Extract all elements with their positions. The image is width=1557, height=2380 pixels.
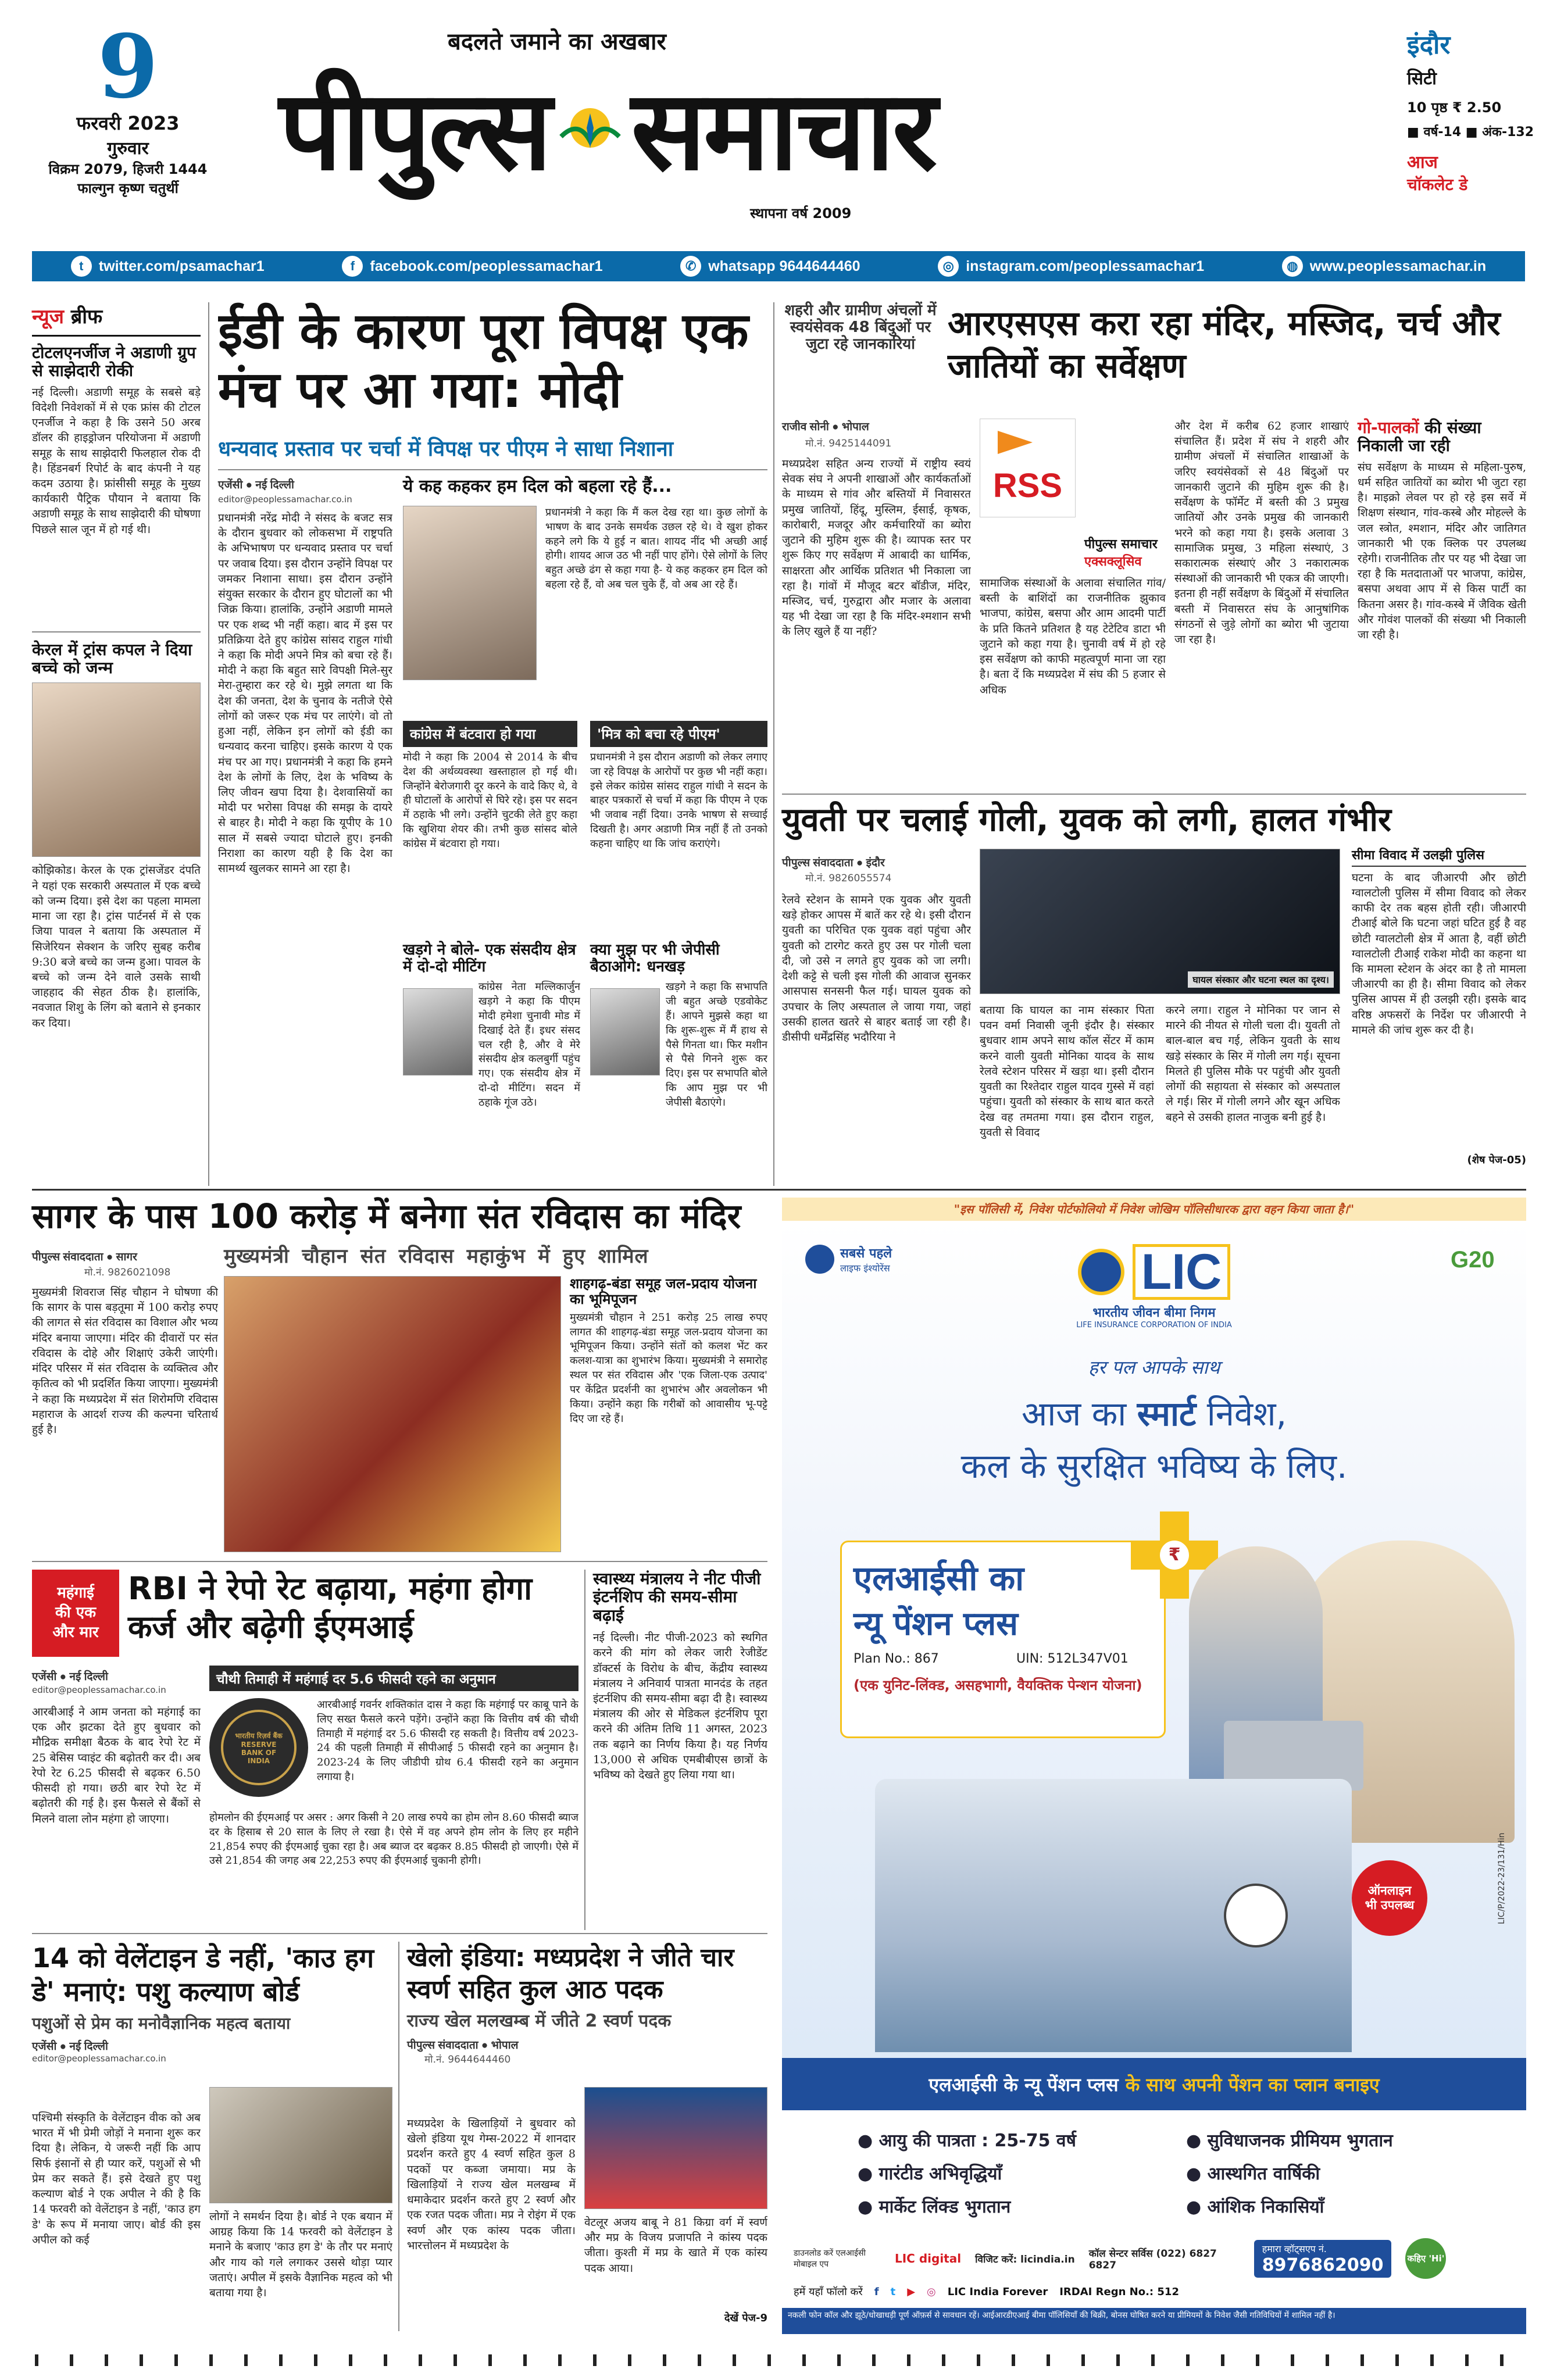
- box4-title: क्या मुझ पर भी जेपीसी बैठाओगे: धनखड़: [590, 941, 720, 976]
- sagar-body: मुख्यमंत्री शिवराज सिंह चौहान ने घोषणा की कि सागर के पास बड़तूमा में 100 करोड़ रुपए की लागत से संत रविदास का विशाल और भव्य मंदिर बनाया जाएगा। मंदिर की दीवारों पर संत रविदास के दोहे और शिक्षाएं उकेरी जाएंगी। मंदिर परिसर में संत रविदास के व्यक्तित्व और कृतित्व को भी प्रदर्शित किया जाएगा। मुख्यमंत्री ने कहा कि मध्यप्रदेश में संत शिरोमणि रविदास महाराज के आदर्श राज्य की कल्पना चरितार्थ हुई है।: [32, 1286, 218, 1436]
- rss-kicker: शहरी और ग्रामीण अंचलों में स्वयंसेवक 48 बिंदुओं पर जुटा रहे जानकारियां: [784, 302, 937, 353]
- brief-item1-title: टोटलएनर्जीज ने अडाणी ग्रुप से साझेदारी रोकी: [32, 343, 196, 381]
- sagar-subhead: मुख्यमंत्री चौहान संत रविदास महाकुंभ में हुए शामिल: [224, 1245, 649, 1268]
- say-hi-badge: कहिए 'Hi': [1405, 2238, 1446, 2279]
- date-day: 9: [97, 16, 159, 118]
- rbi-box-title: चौथी तिमाही में महंगाई दर 5.6 फीसदी रहने का अनुमान: [209, 1666, 578, 1691]
- sagar-byline: पीपुल्स संवाददाता ● सागर: [32, 1251, 137, 1263]
- today-day: चॉकलेट डे: [1407, 175, 1468, 194]
- rss-col2: सामाजिक संस्थाओं के अलावा संचालित गांव/बस्ती के बाशिंदों का राजनीतिक झुकाव भाजपा, कांग्रेस, बसपा और आम आदमी पार्टी के प्रति कितने प्रतिशत है यह टेटेटिव डाटा भी जुटाने को कहा गया है। चुनावी वर्ष में हो रहे इस सर्वेक्षण को काफी महत्वपूर्ण माना जा रहा है। बता दें कि मध्यप्रदेश में संघ की 5 हजार से अधिक: [980, 577, 1166, 696]
- kharge-photo: [403, 988, 473, 1075]
- lead-body: प्रधानमंत्री नरेंद्र मोदी ने संसद के बजट सत्र के दौरान बुधवार को लोकसभा में राष्ट्रपति के अभिभाषण पर धन्यवाद प्रस्ताव पर चर्चा पर जवाब दिया। इस दौरान उन्होंने विपक्ष पर जमकर निशाना साधा। इस दौरान उन्होंने संयुक्त सरकार के दौरान हुए घोटालों का भी जिक्र किया। हालांकि, उन्होंने अडाणी मामले पर एक शब्द भी नहीं कहा। बाद में इस पर प्रतिक्रिया देते हुए कांग्रेस सांसद राहुल गांधी ने कहा कि मोदी अपने मित्र को बचा रहे हैं। मोदी ने कहा कि बहुत सारे विपक्षी मिले-सुर मेरा-तुम्हारा कर रहे थे। मुझे लगता था कि देश की जनता, देश के चुनाव के नतीजे ऐसे लोगों को जरूर एक मंच पर लाएंगे। वो तो हुआ नहीं, लेकिन इन लोगों को ईडी का धन्यवाद करना चाहिए। इसके कारण ये एक मंच पर आ गए। प्रधानमंत्री ने कहा कि हमने देश के लोगों के लिए, देश के भविष्य के लिए जीवन खपा दिया है। देशवासियों का मोदी पर भरोसा विपक्ष की समझ के दायरे से बाहर है। मोदी ने कहा कि यूपीए के 10 साल में सबसे ज्यादा घोटाले हुए। इनकी निराशा का कारण यही है कि देश का सामर्थ्य खुलकर सामने आ रहा है।: [218, 512, 392, 875]
- box-kharge: [403, 942, 580, 1186]
- ad-follow-row: हमें यहाँ फॉलो करें f t ▶ ◎ LIC India Forever IRDAI Regn No.: 512: [794, 2285, 1179, 2298]
- youtube-icon[interactable]: ▶: [907, 2285, 916, 2298]
- rbi-box: [209, 1666, 578, 1927]
- ad-contact-row: [794, 2241, 1515, 2276]
- quote-title: ये कह कहकर हम दिल को बहला रहे हैं...: [403, 476, 672, 496]
- ad-band: एलआईसी के न्यू पेंशन प्लस के साथ अपनी पेंशन का प्लान बनाइए: [782, 2058, 1526, 2110]
- social-bar: [32, 251, 1525, 281]
- date-block: [41, 16, 215, 198]
- rss-exclusive-label: पीपुल्स समाचार एक्सक्लूसिव: [1084, 537, 1158, 569]
- rss-headline: आरएसएस करा रहा मंदिर, मस्जिद, चर्च और जातियों का सर्वेक्षण: [948, 303, 1501, 385]
- quote-body: प्रधानमंत्री ने कहा कि मैं कल देख रहा था। कुछ लोगों के भाषण के बाद उनके समर्थक उछल रहे थे। वे खुश होकर कहने लगे कि ये हुई न बात। शायद नींद भी अच्छी आई होगी। शायद आज उठ भी नहीं पाए होंगे। ऐसे लोगों के लिए बहुत अच्छे ढंग से कहा गया है- ये कह कहकर हम दिल को बहला रहे हैं, वो अब चल चुके हैं, वो अब आ रहे हैं।: [545, 506, 767, 591]
- sagar-side-body: मुख्यमंत्री चौहान ने 251 करोड़ 25 लाख रुपए लागत की शाहगढ़-बंडा समूह जल-प्रदाय योजना का भूमिपूजन किया। उन्होंने संतों को कलश भेंट कर कलश-यात्रा का शुभारंभ किया। मुख्यमंत्री ने समारोह स्थल पर संत रविदास और 'एक जिला-एक उत्पाद' पर केंद्रित प्रदर्शनी का शुभारंभ और अवलोकन भी किया। उन्होंने कहा कि गरीबों को आवासीय भू-पट्टे दिए जा रहे हैं।: [570, 1311, 767, 1425]
- lead-left-col: [218, 477, 392, 953]
- neet-body: नई दिल्ली। नीट पीजी-2023 को स्थगित करने की मांग को लेकर जारी रेजीडेंट डॉक्टर्स के विरोध के बीच, केंद्रीय स्वास्थ्य मंत्रालय ने अनिवार्य पात्रता मानदंड के तहत इंटर्नशिप की समय-सीमा बढ़ा दी है। स्वास्थ्य मंत्रालय की ओर से मेडिकल इंटर्नशिप पूरा करने की अंतिम तिथि 11 अगस्त, 2023 तक बढ़ाने का निर्णय किया है। यह निर्णय 13,000 से अधिक एमबीबीएस छात्रों के भविष्य को देखते हुए लिया गया था।: [593, 1631, 767, 1782]
- rss-side-title: गो-पालकों की संख्या निकाली जा रही: [1358, 418, 1481, 456]
- rbi-tag: महंगाई की एक और मार: [32, 1570, 119, 1657]
- box-mitra: [590, 721, 767, 930]
- rbi-byline: एजेंसी ● नई दिल्ली: [32, 1671, 108, 1683]
- ad-bullet-1: ● आयु की पात्रता : 25-75 वर्ष: [858, 2131, 1076, 2151]
- box2-title: 'मित्र को बचा रहे पीएम': [590, 721, 767, 747]
- brand-right: समाचार: [631, 66, 935, 195]
- lead-quote-box: [403, 477, 767, 715]
- rss-col1: मध्यप्रदेश सहित अन्य राज्यों में राष्ट्रीय स्वयं सेवक संघ ने अपनी शाखाओं और कार्यकर्ताओं के माध्यम से गांव और बस्तियों में निवासरत प्रमुख जातियों, हिंदू, मुस्लिम, ईसाई, कृषक, कारोबारी, मजदूर और कर्मचारियों का ब्योरा जुटाने की मुहिम शुरू की है। व्यापक स्तर पर शुरू किए गए सर्वेक्षण में आबादी का धार्मिक, साक्षरता और आर्थिक प्रतिशत भी निकाला जा रहा है। गांवों में मौजूद बटर बॉडीज, मंदिर, मस्जिद, चर्च, गुरुद्वारा और मजार के अलावा यह भी देखा जा रहा है कि मंदिर-श्मशान सभी के लिए खुले हैं या नहीं?: [782, 458, 971, 638]
- rss-side-body: संघ सर्वेक्षण के माध्यम से महिला-पुरुष, धर्म सहित जातियों का ब्योरा भी जुटा रहा है। माइक्रो लेवल पर हो रहे इस सर्वे में शिक्षण संस्थान, गांव-कस्बे और मोहल्ले के जल स्त्रोत, श्मशान, मंदिर और जातिगत जानकारी भी एक क्लिक पर उपलब्ध रहेगी। राजनीतिक तौर पर यह भी देखा जा रहा है कि मतदाताओं पर भाजपा, कांग्रेस, बसपा अथवा आप में से किस पार्टी का कितना असर है। गांव-कस्बे में जैविक खेती और गोवंश पालकों की संख्या भी निकाली जा रही है।: [1358, 460, 1526, 642]
- shooting-body1: रेलवे स्टेशन के सामने एक युवक और युवती खड़े होकर आपस में बातें कर रहे थे। इसी दौरान युवती का परिचित एक युवक वहां पहुंचा और युवती को टारगेट करते हुए उस पर गोली चला दी, जो उसे न लगते हुए युवक को जा लगी। देशी कट्टे से चली इस गोली की आवाज सुनकर आसपास सनसनी फैल गई। घायल युवक को उपचार के लिए अस्पताल ले जाया गया, जहां उसकी हालत खतरे से बाहर बताई जा रही है। डीसीपी धर्मेंद्रसिंह भदौरिया ने: [782, 894, 971, 1044]
- pages-price: 10 पृष्ठ ₹ 2.50: [1407, 99, 1502, 116]
- ad-top-strip: "इस पॉलिसी में, निवेश पोर्टफोलियो में निवेश जोखिम पॉलिसीधारक द्वारा वहन किया जाता है।": [782, 1198, 1526, 1221]
- box3-body: कांग्रेस नेता मल्लिकार्जुन खड़गे ने कहा कि पीएम मोदी हमेशा चुनावी मोड में दिखाई देते हैं। इधर संसद चल रही है, और वे मेरे संसदीय क्षेत्र कलबुर्गी पहुंच गए। एक संसदीय क्षेत्र में दो-दो मीटिंग। सदन में ठहाके गूंज उठे।: [478, 981, 580, 1109]
- valentine-body1: पश्चिमी संस्कृति के वेलेंटाइन वीक को अब भारत में भी प्रेमी जोड़ों ने मनाना शुरू कर दिया है। लेकिन, ये जरूरी नहीं कि आप सिर्फ इंसानों से ही प्यार करें, पशुओं से भी प्रेम कर सकते हैं। इसे देखते हुए पशु कल्याण बोर्ड ने एक अपील ने की है कि 14 फरवरी को वेलेंटाइन डे नहीं, 'काउ हग डे' के रूप में मनाया जाए। बोर्ड की इस अपील को कई: [32, 2111, 201, 2246]
- khelo-continued: देखें पेज-9: [724, 2312, 767, 2324]
- brand-left: पीपुल्स: [279, 66, 550, 195]
- rss-mobile: मो.नं. 9425144091: [805, 438, 892, 449]
- rbi-seal-icon: भारतीय रिज़र्व बैंक RESERVE BANK OF INDIA: [221, 1710, 297, 1785]
- date-month: फरवरी 2023: [76, 112, 180, 134]
- brand-logo: [279, 55, 1279, 206]
- valentine-email: editor@peoplessamachar.co.in: [32, 2053, 166, 2064]
- lead-story: [218, 302, 767, 1186]
- sabse-pehle-badge: सबसे पहले लाइफ इंश्योरेंस: [805, 1244, 892, 1274]
- lic-digital-logo: LIC digital: [895, 2252, 962, 2265]
- rss-col3: और देश में करीब 62 हजार शाखाएं संचालित हैं। प्रदेश में संघ ने शहरी और ग्रामीण अंचलों में संचालित शाखाओं के जरिए स्वयंसेवकों से 48 बिंदुओं पर जानकारी जुटाने की मुहिम शुरू की है। सर्वेक्षण के फॉर्मेट में बस्ती की 3 प्रमुख जातियों और उनके प्रमुख की जानकारी भरने को कहा गया है। इसके अलावा 3 सामाजिक प्रमुख, 3 महिला संस्थाएं, 3 सकारात्मक संस्थाएं और 3 नकारात्मक संस्थाओं की जानकारी भी एकत्र की जाएगी। इतना ही नहीं सर्वेक्षण के बिंदुओं में संचालित बस्ती में निवासरत संघ के आनुषांगिक संगठनों से जुड़े लोगों का ब्योरा भी जुटाया जा रहा है।: [1174, 420, 1349, 646]
- shooting-side-body: घटना के बाद जीआरपी और छोटी ग्वालटोली पुलिस में सीमा विवाद को लेकर काफी देर तक बहस होती रही। जीआरपी टीआई बोले कि घटना जहां घटित हुई है वह छोटी ग्वालटोली क्षेत्र में आता है, वहीं छोटी ग्वालटोली टीआई राकेश मोदी का कहना था कि मामला स्टेशन के अंदर का है तो मामला जीआरपी का ही है। सीमा विवाद को लेकर पुलिस आपस में ही उलझी रही। इसके बाद वरिष्ठ अफसरों के निर्देश पर जीआरपी ने मामले की जांच शुरू कर दी है।: [1352, 871, 1526, 1037]
- shooting-story: [782, 802, 1526, 1186]
- plan-number: Plan No.: 867: [854, 1652, 939, 1666]
- shooting-caption: घायल संस्कार और घटना स्थल का दृश्य।: [1188, 971, 1334, 988]
- sagar-headline: सागर के पास 100 करोड़ में बनेगा संत रविदास का मंदिर: [32, 1196, 741, 1236]
- modi-photo: [403, 506, 537, 680]
- social-whatsapp[interactable]: ✆ whatsapp 9644644460: [680, 256, 860, 277]
- facebook-icon[interactable]: f: [874, 2285, 879, 2298]
- shooting-body2: बताया कि घायल का नाम संस्कार पिता पवन वर्मा निवासी जूनी इंदौर है। संस्कार बुधवार शाम अपने साथ कॉल सेंटर में काम करने वाली युवती मोनिका यादव के साथ रेलवे स्टेशन परिसर में खड़ा था। इसी दौरान युवती का रिश्तेदार राहुल यादव गुस्से में वहां पहुंचा। युवती को संस्कार के साथ बात करते देख वह तमतमा गया। इस दौरान राहुल, युवती से विवाद: [980, 1004, 1154, 1139]
- lic-advertisement: [782, 1198, 1526, 2334]
- khelo-body2: वेटलूर अजय बाबू ने 81 किग्रा वर्ग में स्वर्ण और मप्र के विजय प्रजापति ने कांस्य पदक जीता। कुश्ती में मप्र के खाते में एक कांस्य पदक आया।: [584, 2216, 767, 2275]
- ad-code: LIC/P/2022-23/131/Hin: [1497, 1832, 1506, 1924]
- tagline: बदलते जमाने का अखबार: [448, 28, 666, 55]
- neet-story: [593, 1570, 767, 1930]
- lead-subhead: धन्यवाद प्रस्ताव पर चर्चा में विपक्ष पर पीएम ने साधा निशाना: [218, 437, 674, 461]
- social-instagram[interactable]: ◎ instagram.com/peoplessamachar1: [938, 256, 1204, 277]
- rss-flag-icon: [998, 431, 1033, 454]
- sagar-side: [570, 1276, 767, 1552]
- ad-bullet-2: ● सुविधाजनक प्रीमियम भुगतान: [1186, 2131, 1393, 2151]
- khelo-mobile: मो.नं. 9644644460: [424, 2053, 511, 2065]
- ad-bullet-4: ● आस्थगित वार्षिकी: [1186, 2164, 1320, 2184]
- facebook-icon: f: [342, 256, 363, 277]
- shooting-photo: [980, 849, 1340, 994]
- ad-slogan: हर पल आपके साथ: [1088, 1356, 1220, 1378]
- ad-line1: आज का स्मार्ट निवेश,: [1021, 1394, 1287, 1434]
- shooting-continued: (शेष पेज-05): [1467, 1153, 1526, 1166]
- brief-item2-body: कोझिकोड। केरल के एक ट्रांसजेंडर दंपति ने यहां एक सरकारी अस्पताल में एक बच्चे को जन्म दिया। इसे देश का पहला मामला माना जा रहा है। ट्रांस पार्टनर्स में से एक जिया पावल ने बताया कि अस्पताल में सिजेरियन सेक्शन के जरिए सुबह करीब 9:30 बजे बच्चे का जन्म हुआ। पावल के बच्चे को जन्म देने वाले उसके साथी जाहहाद की सेहत ठीक है। हालांकि, नवजात शिशु के लिंग को बताने से इनकार कर दिया।: [32, 864, 201, 1030]
- call-center[interactable]: कॉल सेन्टर सर्विस (022) 6827 6827: [1088, 2247, 1217, 2271]
- cow-hug-photo: [209, 2087, 392, 2203]
- lic-logo: LIC भारतीय जीवन बीमा निगम LIFE INSURANCE CORPORATION OF INDIA: [1076, 1244, 1232, 1330]
- date-tithi: फाल्गुन कृष्ण चतुर्थी: [77, 180, 178, 196]
- weightlifter-photo: [584, 2087, 767, 2209]
- plan-type: (एक युनिट-लिंक्ड, असहभागी, वैयक्तिक पेन्शन योजना): [854, 1677, 1142, 1693]
- valentine-story: [32, 1942, 392, 2331]
- ad-bullets: [858, 2128, 1497, 2218]
- plan-card: एलआईसी का न्यू पेंशन प्लस Plan No.: 867 UIN: 512L347V01 (एक युनिट-लिंक्ड, असहभागी, वैयक्तिक पेन्शन योजना): [840, 1541, 1166, 1738]
- khelo-body1: मध्यप्रदेश के खिलाड़ियों ने बुधवार को खेलो इंडिया यूथ गेम्स-2022 में शानदार प्रदर्शन करते हुए 4 स्वर्ण सहित कुल 8 पदकों पर कब्जा जमाया। मप्र के खिलाड़ियों ने राज्य खेल मलखम्ब में धमाकेदार प्रदर्शन करते हुए 2 स्वर्ण और एक रजत पदक जीता। मप्र ने रोइंग में एक स्वर्ण और एक कांस्य पदक जीता। भारत्तोलन में मध्यप्रदेश के: [407, 2117, 576, 2252]
- print-marks: [35, 2354, 1523, 2366]
- lead-byline: एजेंसी ● नई दिल्ली: [218, 479, 294, 491]
- box1-title: कांग्रेस में बंटवारा हो गया: [403, 721, 577, 747]
- rbi-email: editor@peoplessamachar.co.in: [32, 1685, 166, 1695]
- ad-bullet-6: ● आंशिक निकासियाँ: [1186, 2197, 1324, 2217]
- khelo-headline: खेलो इंडिया: मध्यप्रदेश ने जीते चार स्वर्ण सहित कुल आठ पदक: [407, 1943, 734, 2004]
- rbi-body: आरबीआई ने आम जनता को महंगाई का एक और झटका देते हुए बुधवार को मौद्रिक समीक्षा बैठक के बाद रेपो रेट में 25 बेसिस प्वाइंट की बढ़ोतरी कर दी। अब रेपो रेट 6.25 फीसदी से बढ़कर 6.50 फीसदी हो गया। छठी बार रेपो रेट में बढ़ोतरी की गई है। इस फैसले से बैंकों से मिलने वाला लोन महंगा हो जाएगा।: [32, 1706, 201, 1825]
- rss-byline: राजीव सोनी ● भोपाल: [782, 421, 869, 433]
- rbi-emi-body: होमलोन की ईएमआई पर असर : अगर किसी ने 20 लाख रुपये का होम लोन 8.60 फीसदी ब्याज दर के हिसाब से 20 साल के लिए ले रखा है। ऐसे में वह अपने होम लोन के लिए हर महीने 21,854 रुपए की ईएमआई चुका रहा है। अब ब्याज दर बढ़कर 8.85 फीसदी हो जाएगी। ऐसे में उसे 21,854 की जगह अब 22,253 रुपए की ईएमआई चुकानी होगी।: [209, 1811, 578, 1867]
- box3-title: खड़गे ने बोले- एक संसदीय क्षेत्र में दो-दो मीटिंग: [403, 941, 576, 976]
- volume-issue: ■ वर्ष-14 ■ अंक-132: [1407, 125, 1534, 140]
- social-facebook[interactable]: f facebook.com/peoplessamachar1: [342, 256, 602, 277]
- lead-headline: ईडी के कारण पूरा विपक्ष एक मंच पर आ गया: मोदी: [218, 302, 749, 420]
- shooting-body3: करने लगा। राहुल ने मोनिका पर जान से मारने की नीयत से गोली चला दी। युवती तो बाल-बाल बच गई, लेकिन युवती के साथ खड़े संस्कार के सिर में गोली लग गई। सूचना मिलते ही पुलिस मौके पर पहुंची और युवती लोगों की सहायता से संस्कार को अस्पताल ले गई। सिर में गोली लगने और खून अधिक बहने से उसकी हालत नाजुक बनी हुई है।: [1166, 1004, 1340, 1124]
- date-samvat: विक्रम 2079, हिजरी 1444: [48, 161, 208, 177]
- masthead: [0, 0, 1557, 256]
- ad-bullet-3: ● गारंटीड अभिवृद्धियाँ: [858, 2164, 1002, 2184]
- khelo-story: [407, 1942, 767, 2331]
- rss-story: [782, 302, 1526, 814]
- lic-small-icon: [805, 1245, 834, 1274]
- edition-city: इंदौर: [1407, 30, 1451, 60]
- whatsapp-box[interactable]: हमारा व्हॉट्सएप नं. 8976862090: [1254, 2240, 1392, 2278]
- brief-item1-body: नई दिल्ली। अडाणी समूह के सबसे बड़े विदेशी निवेशकों में से एक फ्रांस की टोटल एनर्जीज ने कहा है कि उसने 50 अरब डॉलर की हाइड्रोजन परियोजना में अडाणी समूह के साथ साझेदारी फिलहाल रोक दी है। हिंडनबर्ग रिपोर्ट के बाद कंपनी ने यह कदम उठाया है। फ्रांसीसी समूह के मुख्य कार्यकारी पैट्रिक पौयान ने बताया कि अडाणी समूह के साथ साझेदारी की घोषणा पिछले साल जून में हो गई थी।: [32, 385, 201, 536]
- today-label: आज: [1407, 152, 1438, 173]
- ad-bullet-5: ● मार्केट लिंक्ड भुगतान: [858, 2197, 1011, 2217]
- shooting-byline: पीपुल्स संवाददाता ● इंदौर: [782, 857, 885, 869]
- football-icon: [1224, 1884, 1288, 1947]
- brand-emblem-icon: [555, 96, 625, 166]
- rbi-box-body: आरबीआई गवर्नर शक्तिकांत दास ने कहा कि महंगाई पर काबू पाने के लिए सख्त फैसले करने पड़ेंगे। उन्होंने कहा कि वित्तीय वर्ष की चौथी तिमाही में महंगाई दर 5.6 फीसदी रह सकती है। वित्तीय वर्ष 2023-24 की पहली तिमाही में सीपीआई 5 फीसदी रहने का अनुमान है। 2023-24 के लिए जीडीपी ग्रोथ 6.4 फीसदी रहने का अनुमान लगाया है।: [317, 1699, 578, 1784]
- sagar-side-title: शाहगढ़-बंडा समूह जल-प्रदाय योजना का भूमिपूजन: [570, 1275, 757, 1307]
- sagar-story: [32, 1198, 767, 1558]
- rss-logo: RSS: [980, 419, 1076, 517]
- khelo-subhead: राज्य खेल मलखम्ब में जीते 2 स्वर्ण पदक: [407, 2011, 672, 2031]
- shooting-side: [1352, 849, 1526, 1186]
- edition-block: [1407, 26, 1541, 195]
- valentine-subhead: पशुओं से प्रेम का मनोवैज्ञानिक महत्व बताया: [32, 2014, 291, 2033]
- khelo-byline: पीपुल्स संवाददाता ● भोपाल: [407, 2039, 519, 2052]
- box-dhankhar: [590, 942, 767, 1186]
- valentine-body2: लोगों ने समर्थन दिया है। बोर्ड ने एक बयान में आग्रह किया कि 14 फरवरी को वेलेंटाइन डे मनाने के बजाए 'काउ हग डे' के तौर पर मनाएं और गाय को गले लगाकर उससे थोड़ा प्यार जताएं। अपील में इसके वैज्ञानिक महत्व को भी बताया गया है।: [209, 2210, 392, 2300]
- visit-site[interactable]: विजिट करें: licindia.in: [975, 2253, 1075, 2265]
- twitter-icon: t: [71, 256, 92, 277]
- whatsapp-icon: ✆: [680, 256, 701, 277]
- instagram-icon[interactable]: ◎: [927, 2285, 936, 2298]
- edition-name: सिटी: [1407, 69, 1437, 89]
- globe-icon: ◍: [1282, 256, 1303, 277]
- rbi-seal: [209, 1698, 308, 1797]
- sagar-mobile: मो.नं. 9826021098: [84, 1267, 171, 1278]
- date-weekday: गुरुवार: [107, 138, 149, 159]
- plan-uin: UIN: 512L347V01: [1016, 1652, 1129, 1666]
- rupee-icon: ₹: [1160, 1541, 1189, 1570]
- rbi-story: [32, 1570, 578, 1930]
- neet-headline: स्वास्थ्य मंत्रालय ने नीट पीजी इंटर्नशिप की समय-सीमा बढ़ाई: [593, 1569, 761, 1625]
- founded-year: स्थापना वर्ष 2009: [750, 205, 852, 221]
- rss-side-box: [1358, 419, 1526, 805]
- ad-line2: कल के सुरक्षित भविष्य के लिए.: [960, 1446, 1348, 1486]
- trans-couple-photo: [32, 682, 201, 857]
- valentine-byline: एजेंसी ● नई दिल्ली: [32, 2040, 108, 2053]
- g20-logo: G20: [1451, 1247, 1495, 1273]
- box2-body: प्रधानमंत्री ने इस दौरान अडाणी को लेकर लगाए जा रहे विपक्ष के आरोपों पर कुछ भी नहीं कहा। इसे लेकर कांग्रेस सांसद राहुल गांधी ने सदन के बाहर पत्रकारों से चर्चा में कहा कि पीएम ने एक भी जवाब नहीं दिया। उनके भाषण से सच्चाई दिखती है। अगर अडाणी मित्र नहीं हैं तो उनको कहना चाहिए था कि जांच कराएंगे।: [590, 751, 767, 850]
- brief-item2-title: केरल में ट्रांस कपल ने दिया बच्चे को जन्म: [32, 639, 192, 678]
- valentine-headline: 14 को वेलेंटाइन डे नहीं, 'काउ हग डे' मनाएं: पशु कल्याण बोर्ड: [32, 1942, 374, 2007]
- lic-emblem-icon: [1078, 1249, 1124, 1295]
- sagar-photo: [224, 1276, 561, 1552]
- instagram-icon: ◎: [938, 256, 959, 277]
- box1-body: मोदी ने कहा कि 2004 से 2014 के बीच देश की अर्थव्यवस्था खस्ताहाल हो गई थी। जिन्होंने बेरोजगारी दूर करने के वादे किए थे, वे ही घोटालों के आरोपों से घिरे रहे। इस पर सदन में ठहाके भी लगे। उन्होंने चुटकी लेते हुए कहा कि खुशिया शेयर की। तभी कुछ सांसद बोले कांग्रेस में बंटवारा हो गया।: [403, 751, 577, 850]
- social-website[interactable]: ◍ www.peoplessamachar.in: [1282, 256, 1486, 277]
- shooting-mobile: मो.नं. 9826055574: [805, 873, 892, 884]
- lead-email: editor@peoplessamachar.co.in: [218, 494, 352, 505]
- ad-disclaimer: नकली फोन कॉल और झूठे/धोखाधड़ी पूर्ण ऑफ़र्स से सावधान रहें। आईआरडीएआई बीमा पॉलिसियाँ की बिक्री, बोनस घोषित करने या प्रीमियमों के निवेश जैसी गतिविधियों में शामिल नहीं है।: [782, 2308, 1526, 2334]
- box-congress: [403, 721, 577, 930]
- brief-heading: न्यूज ब्रीफ: [32, 305, 103, 328]
- twitter-icon[interactable]: t: [890, 2285, 896, 2298]
- rbi-headline: RBI ने रेपो रेट बढ़ाया, महंगा होगा कर्ज और बढ़ेगी ईएमआई: [128, 1570, 533, 1645]
- shooting-side-title: सीमा विवाद में उलझी पुलिस: [1352, 849, 1526, 867]
- social-twitter[interactable]: t twitter.com/psamachar1: [71, 256, 265, 277]
- news-brief: [32, 302, 201, 1209]
- download-app[interactable]: डाउनलोड करें एलआईसी मोबाइल एप: [794, 2249, 866, 2269]
- shooting-headline: युवती पर चलाई गोली, युवक को लगी, हालत गंभीर: [782, 801, 1391, 839]
- box4-body: खड़गे ने कहा कि सभापति जी बहुत अच्छे एडवोकेट हैं। आपने मुझसे कहा था कि शुरू-शुरू में मैं हाथ से पैसे गिनता था। फिर मशीन से पैसे गिनने शुरू कर दिए। इस पर सभापति बोले कि आप मुझ पर भी जेपीसी बैठाएंगे।: [666, 981, 767, 1109]
- online-badge: ऑनलाइन भी उपलब्ध: [1352, 1860, 1427, 1936]
- dhankhar-photo: [590, 988, 660, 1075]
